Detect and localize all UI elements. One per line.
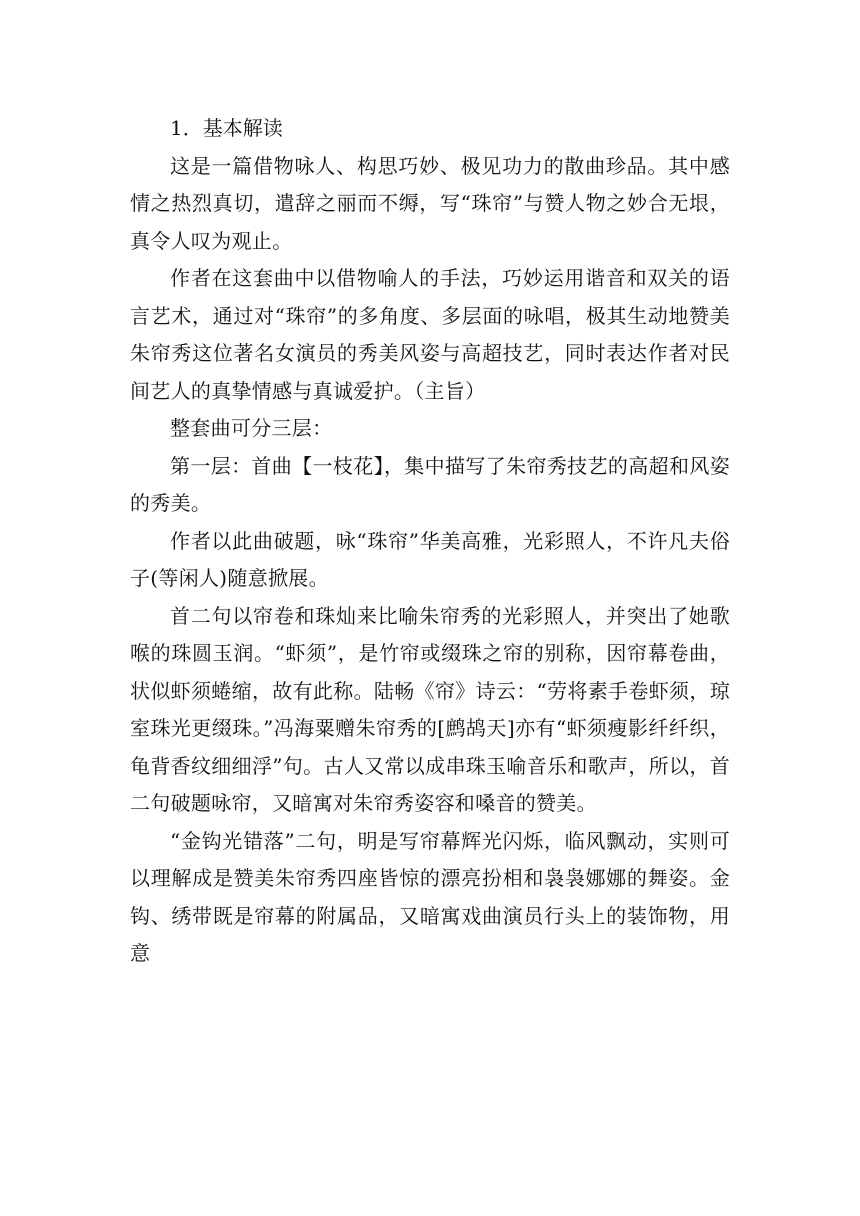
section-heading: 1．基本解读 bbox=[170, 116, 283, 140]
paragraph-theme: 作者在这套曲中以借物喻人的手法，巧妙运用谐音和双关的语言艺术，通过对“珠帘”的多角度、多层面的咏唱，极其生动地赞美朱帘秀这位著名女演员的秀美风姿与高超技艺，同时表达作者对民间艺人的真挚情感与真诚爱护。（主旨） bbox=[130, 266, 730, 403]
paragraph-intro: 这是一篇借物咏人、构思巧妙、极见功力的散曲珍品。其中感情之热烈真切，遣辞之丽而不缛，写“珠帘”与赞人物之妙合无垠，真令人叹为观止。 bbox=[130, 153, 730, 253]
document-page bbox=[130, 110, 730, 973]
paragraph-opening: 作者以此曲破题，咏“珠帘”华美高雅，光彩照人，不许凡夫俗子(等闲人)随意掀展。 bbox=[130, 528, 730, 590]
paragraph-layer-one: 第一层：首曲【一枝花】，集中描写了朱帘秀技艺的高超和风姿的秀美。 bbox=[130, 453, 730, 515]
paragraph-golden-hook: “金钩光错落”二句，明是写帘幕辉光闪烁，临风飘动，实则可以理解成是赞美朱帘秀四座皆惊的漂亮扮相和袅袅娜娜的舞姿。金钩、绣带既是帘幕的附属品，又暗寓戏曲演员行头上的装饰物，用意 bbox=[130, 828, 730, 965]
paragraph-structure: 整套曲可分三层： bbox=[170, 416, 333, 440]
paragraph-first-lines: 首二句以帘卷和珠灿来比喻朱帘秀的光彩照人，并突出了她歌喉的珠圆玉润。“虾须”，是竹帘或缀珠之帘的别称，因帘幕卷曲，状似虾须蜷缩，故有此称。陆畅《帘》诗云：“劳将素手卷虾须，琼室珠光更缀珠。”冯海粟赠朱帘秀的[鹧鸪天]亦有“虾须瘦影纤纤织，龟背香纹细细浮”句。古人又常以成串珠玉喻音乐和歌声，所以，首二句破题咏帘，又暗寓对朱帘秀姿容和嗓音的赞美。 bbox=[130, 603, 730, 815]
